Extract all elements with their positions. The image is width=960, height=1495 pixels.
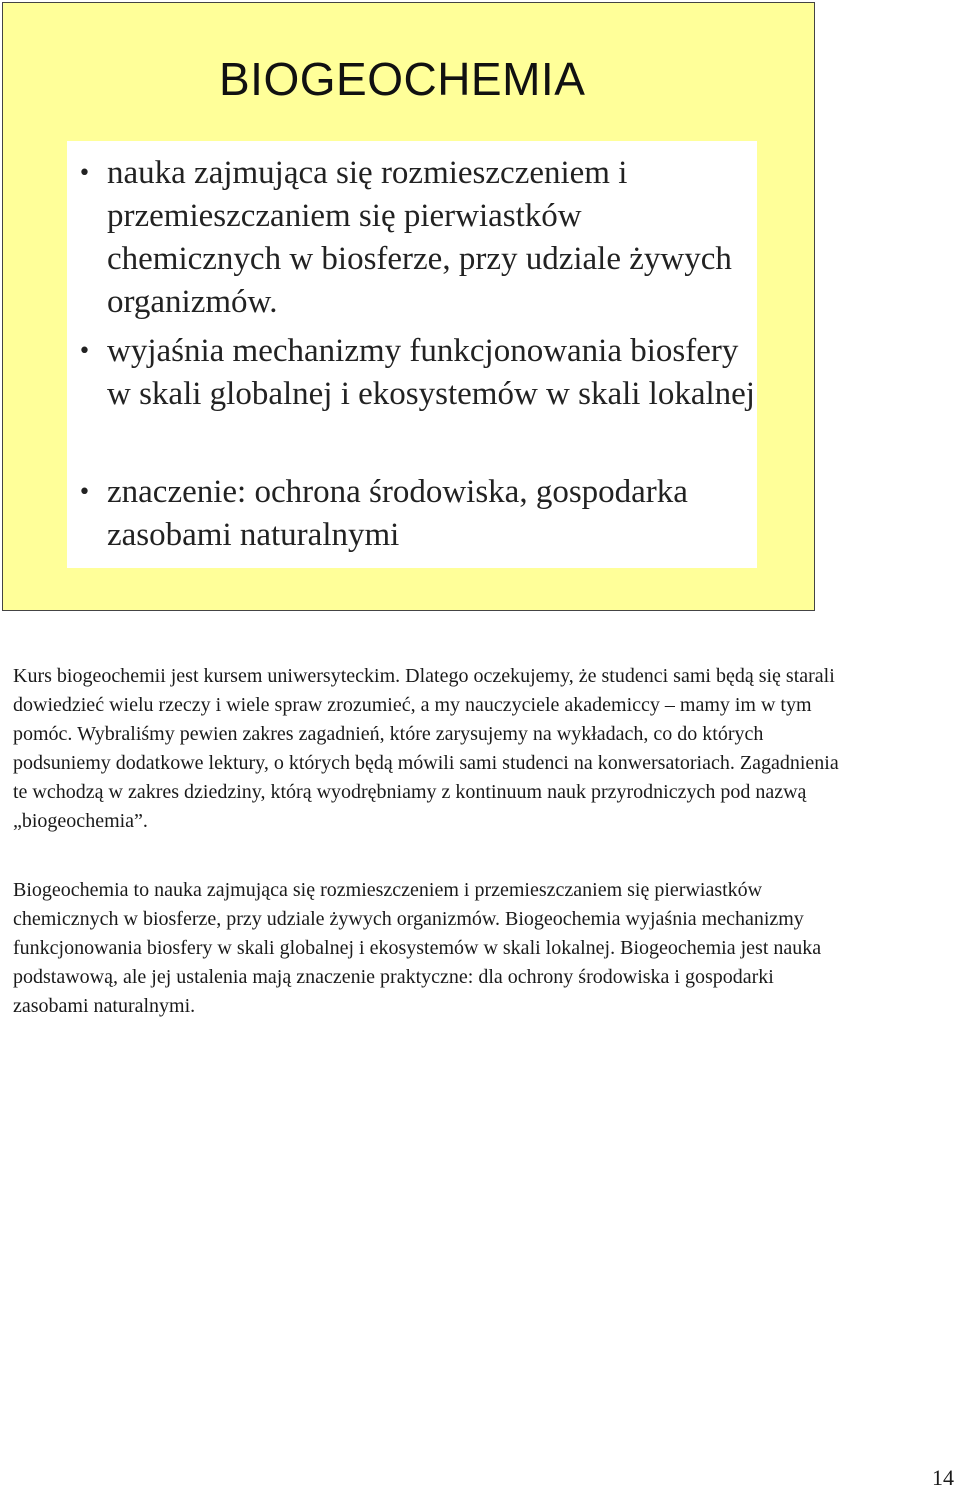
- bullet-icon: •: [78, 161, 91, 186]
- bullet-icon: •: [78, 480, 91, 505]
- page-number: 14: [932, 1465, 954, 1490]
- bullet-text: nauka zajmująca się rozmieszczeniem i przemieszczaniem się pierwiastków chemicznych w biosferze, przy udziale żywych organizmów.: [107, 155, 732, 320]
- bullet-text: wyjaśnia mechanizmy funkcjonowania biosfery w skali globalnej i ekosystemów w skali lokalnej: [107, 333, 755, 412]
- notes-paragraph: Biogeochemia to nauka zajmująca się rozmieszczeniem i przemieszczaniem się pierwiastków chemicznych w biosferze, przy udziale żywych organizmów. Biogeochemia wyjaśnia mechanizmy funkcjonowania biosfery w skali globalnej i ekosystemów w skali lokalnej. Biogeochemia jest nauka podstawową, ale jej ustalenia mają znaczenie praktyczne: dla ochrony środowiska i gospodarki zasobami naturalnymi.: [13, 879, 822, 1017]
- bullet-box: [67, 141, 757, 568]
- slide-title: BIOGEOCHEMIA: [219, 53, 586, 105]
- bullet-icon: •: [78, 339, 91, 364]
- bullet-text: znaczenie: ochrona środowiska, gospodarka zasobami naturalnymi: [107, 474, 688, 553]
- notes-paragraph: Kurs biogeochemii jest kursem uniwersyteckim. Dlatego oczekujemy, że studenci sami będą się starali dowiedzieć wielu rzeczy i wiele spraw zrozumieć, a my nauczyciele akademiccy – mamy im w tym pomóc. Wybraliśmy pewien zakres zagadnień, które zarysujemy na wykładach, co do których podsuniemy dodatkowe lektury, o których będą mówili sami studenci na konwersatoriach. Zagadnienia te wchodzą w zakres dziedziny, którą wyodrębniamy z kontinuum nauk przyrodniczych pod nazwą „biogeochemia”.: [13, 665, 839, 832]
- slide: [2, 2, 815, 611]
